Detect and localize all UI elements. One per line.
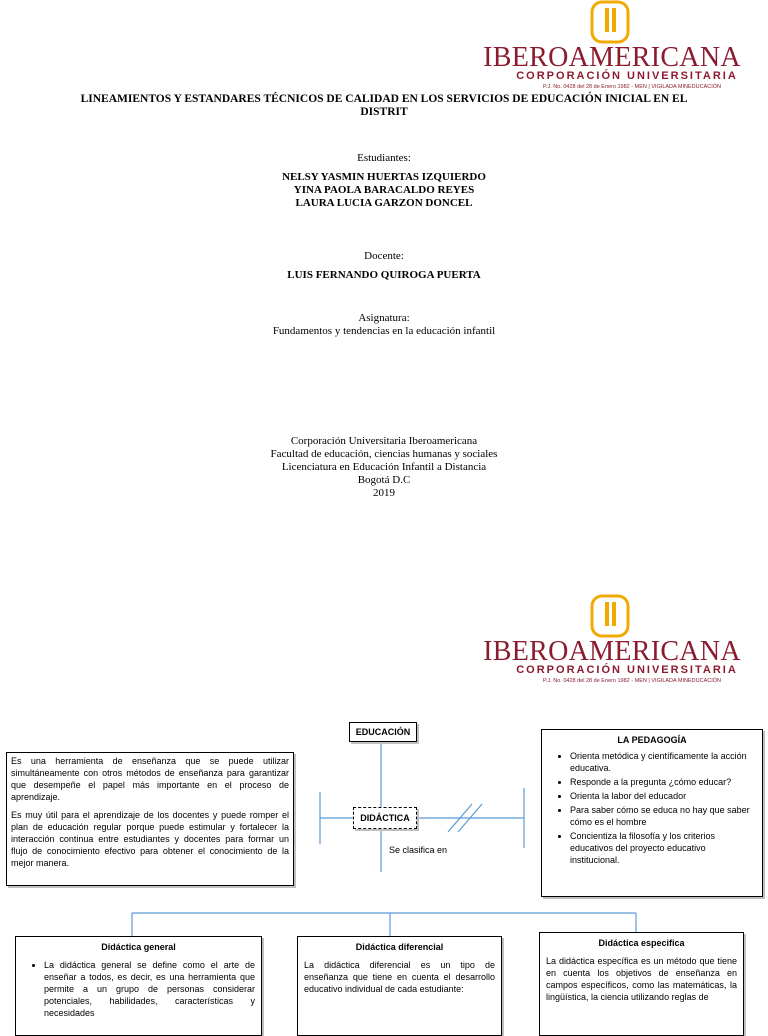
institution-line: Facultad de educación, ciencias humanas y sociales [270,448,498,460]
pedagogia-title: LA PEDAGOGÍA [617,735,687,745]
didactica-especifica-box [539,932,744,1036]
description-paragraph: Es muy útil para el aprendizaje de los docentes y puede romper el plan de educación regular porque puede estimular y fortalecer la interacción continua entre estudiantes y docentes para formar un flujo de conocimiento efectivo para obtener el conocimiento de la mejor manera. [11,810,289,868]
list-item: • Orienta metódica y científicamente la acción educativa. [570,750,756,774]
student-name: NELSY YASMIN HUERTAS IZQUIERDO [282,171,486,183]
didactica-general-list [22,959,255,1019]
institution-line: Licenciatura en Educación Infantil a Distancia [281,461,487,473]
pedagogia-list [548,750,756,866]
institution-line: Corporación Universitaria Iberoamericana [290,435,478,447]
didactica-diferencial-title: Didáctica diferencial [355,942,444,952]
se-clasifica-label: Se clasifica en [389,845,448,855]
institution-line: Bogotá D.C [357,474,411,486]
logo-brand: IBEROAMERICANA [483,636,741,667]
didactica-diferencial-text: La didáctica diferencial es un tipo de enseñanza que tiene en cuenta el desarrollo educativo individual de cada estudiante: [304,960,495,994]
title-line-2: DISTRIT [360,106,408,118]
subject-name: Fundamentos y tendencias en la educación infantil [272,325,496,337]
student-name: YINA PAOLA BARACALDO REYES [293,184,475,196]
list-item: • Orienta la labor del educador [570,790,756,802]
title-line-1: LINEAMIENTOS Y ESTANDARES TÉCNICOS DE CALIDAD EN LOS SERVICIOS DE EDUCACIÓN INICIAL EN EL [80,93,688,105]
didactica-especifica-title: Didáctica especifica [598,938,685,948]
educacion-node: EDUCACIÓN [349,722,417,742]
teacher-label: Docente: [364,250,404,262]
logo-legal: P.J. No. 0428 del 28 de Enero 1982 - MEN | VIGILADA MINEDUCACIÓN [542,84,722,90]
teacher-name: LUIS FERNANDO QUIROGA PUERTA [287,269,481,281]
list-item: • La didáctica general se define como el arte de enseñar a todos, es decir, es una herramienta que permite a un grupo de personas considerar potenciales, habilidades, características y necesidades [44,959,255,1019]
logo-brand: IBEROAMERICANA [483,42,741,73]
didactica-especifica-text: La didáctica específica es un método que tiene en cuenta los objetivos de enseñanza en campos específicos, como las matemáticas, la lingüística, la ciencia utilizando reglas de [546,956,737,1002]
logo-legal: P.J. No. 0428 del 28 de Enero 1982 - MEN | VIGILADA MINEDUCACIÓN [542,678,722,684]
didactica-diferencial-box [297,936,502,1036]
institution-line: 2019 [373,487,395,499]
students-label: Estudiantes: [357,152,411,164]
logo-subtitle: CORPORACIÓN UNIVERSITARIA [516,70,738,82]
subject-label: Asignatura: [358,312,410,324]
didactica-general-title: Didáctica general [101,942,176,952]
list-item: • Concientiza la filosofía y los criterios educativos del proyecto educativo institucional. [570,830,756,866]
list-item: • Responde a la pregunta ¿cómo educar? [570,776,756,788]
didactica-description-box [6,752,294,886]
pedagogia-box [541,729,763,897]
didactica-node: DIDÁCTICA [353,807,417,829]
student-name: LAURA LUCIA GARZON DONCEL [295,197,473,209]
logo-subtitle: CORPORACIÓN UNIVERSITARIA [516,664,738,676]
list-item: • Para saber cómo se educa no hay que saber cómo es el hombre [570,804,756,828]
description-paragraph: Es una herramienta de enseñanza que se puede utilizar simultáneamente con otros métodos de enseñanza para garantizar que desempeñe el papel más importante en el proceso de aprendizaje. [11,756,289,802]
didactica-general-box [15,936,262,1036]
